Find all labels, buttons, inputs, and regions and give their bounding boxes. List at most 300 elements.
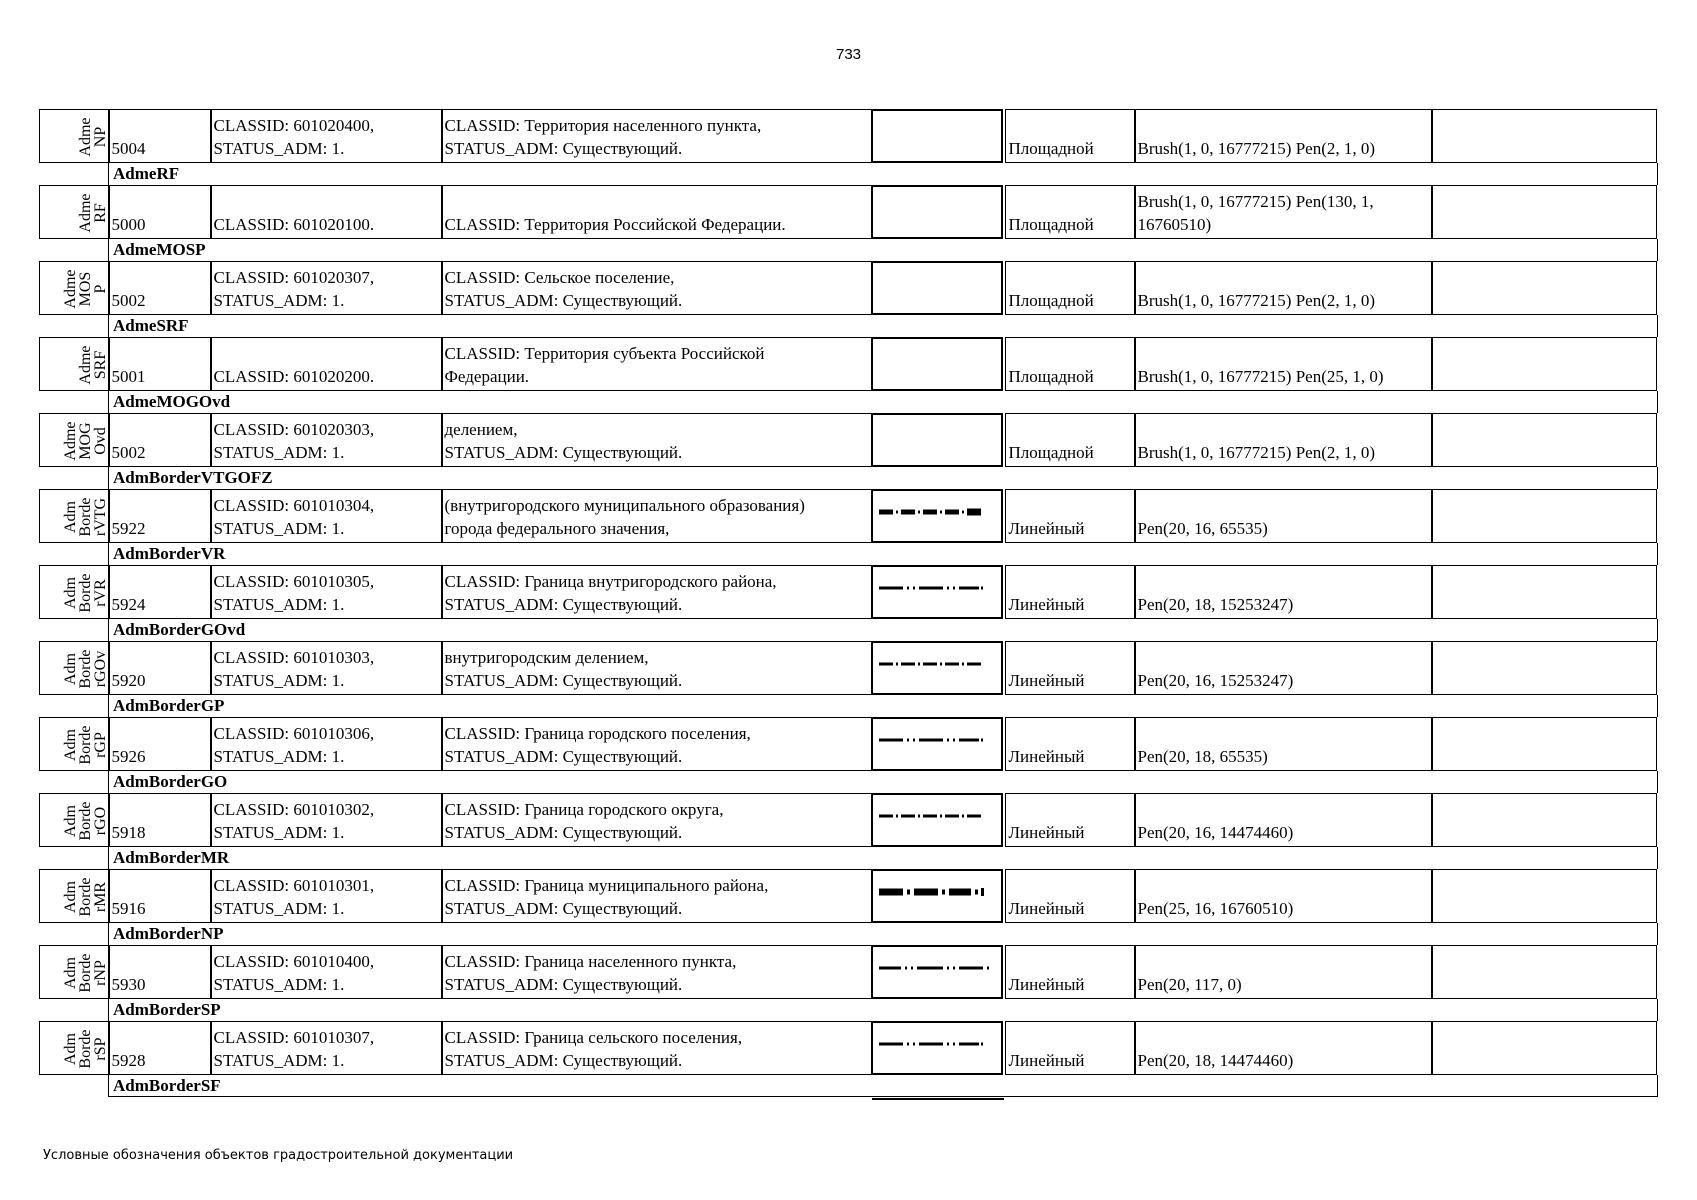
empty-cell bbox=[1431, 945, 1657, 999]
cell-line: STATUS_ADM: Существующий. bbox=[444, 443, 683, 462]
symbol-segment-4 bbox=[923, 815, 937, 818]
cell-line: CLASSID: Сельское поселение, bbox=[444, 268, 675, 287]
line-style-symbol-10 bbox=[879, 885, 995, 899]
geometry-type: Линейный bbox=[1008, 823, 1085, 842]
classid-cell bbox=[210, 185, 443, 239]
abbr-line: Adm bbox=[61, 881, 79, 913]
classid-cell bbox=[210, 337, 443, 391]
code-cell bbox=[108, 1021, 212, 1075]
symbol-segment-6 bbox=[945, 510, 959, 515]
symbol-segment-4 bbox=[923, 663, 937, 666]
symbol-segment-8 bbox=[967, 509, 981, 516]
abbr-label bbox=[40, 566, 110, 619]
cell-line: Pen(20, 117, 0) bbox=[1137, 975, 1242, 994]
symbol-cell bbox=[871, 261, 1003, 315]
cell-line: CLASSID: 601010305, bbox=[213, 572, 375, 591]
cell-line: CLASSID: Граница городского округа, bbox=[444, 800, 724, 819]
geometry-type: Линейный bbox=[1008, 671, 1085, 690]
symbol-segment-6 bbox=[959, 1043, 979, 1046]
classid-text bbox=[214, 570, 440, 616]
symbol-segment-7 bbox=[981, 587, 983, 590]
classid-text bbox=[214, 114, 440, 160]
code-cell bbox=[108, 413, 212, 467]
abbr-line: Borde bbox=[76, 573, 94, 613]
geometry-type-cell bbox=[1005, 1021, 1136, 1075]
abbr-label bbox=[40, 642, 110, 695]
classid-cell bbox=[210, 869, 443, 923]
table-row bbox=[40, 641, 1658, 695]
abbr-cell bbox=[39, 565, 110, 619]
table-row bbox=[40, 109, 1658, 163]
cell-line: STATUS_ADM: Существующий. bbox=[444, 1051, 683, 1070]
classid-cell bbox=[210, 1021, 443, 1075]
empty-cell bbox=[1431, 869, 1657, 923]
abbr-line: Adme bbox=[76, 117, 94, 157]
cell-line: CLASSID: Граница населенного пункта, bbox=[444, 952, 737, 971]
abbr-line: SRF bbox=[91, 350, 109, 380]
geometry-type: Линейный bbox=[1008, 899, 1085, 918]
symbol-segment-5 bbox=[953, 587, 955, 590]
cell-line: внутригородским делением, bbox=[444, 648, 649, 667]
style-cell bbox=[1134, 337, 1433, 391]
style-cell bbox=[1134, 945, 1433, 999]
classid-cell bbox=[210, 565, 443, 619]
empty-cell bbox=[1431, 185, 1657, 239]
style-cell bbox=[1134, 869, 1433, 923]
symbol-cell bbox=[871, 641, 1003, 695]
symbol-segment-1 bbox=[896, 663, 898, 666]
cell-line: STATUS_ADM: Существующий. bbox=[444, 975, 683, 994]
classid-text bbox=[214, 365, 440, 388]
style-cell bbox=[1134, 413, 1433, 467]
cell-line: (внутригородского муниципального образования) bbox=[444, 496, 805, 515]
cell-line: CLASSID: 601010302, bbox=[213, 800, 375, 819]
table-row bbox=[40, 869, 1658, 923]
symbol-segment-4 bbox=[949, 889, 971, 896]
geometry-type: Площадной bbox=[1008, 291, 1094, 310]
cell-line: Brush(1, 0, 16777215) Pen(2, 1, 0) bbox=[1137, 139, 1376, 158]
symbol-segment-2 bbox=[913, 587, 915, 590]
table-row bbox=[40, 261, 1658, 315]
symbol-segment-3 bbox=[917, 967, 943, 970]
abbr-line: MOG bbox=[76, 422, 94, 460]
symbol-segment-5 bbox=[953, 967, 955, 970]
classid-cell bbox=[210, 261, 443, 315]
classid-cell bbox=[210, 109, 443, 163]
code-value: 5000 bbox=[111, 215, 146, 234]
classid-text bbox=[214, 1026, 440, 1072]
abbr-cell bbox=[39, 413, 110, 467]
code-cell bbox=[108, 261, 212, 315]
style-cell bbox=[1134, 261, 1433, 315]
cell-line: CLASSID: 601020307, bbox=[213, 268, 375, 287]
code-cell bbox=[108, 641, 212, 695]
abbr-line: rVR bbox=[91, 579, 109, 607]
abbr-cell bbox=[39, 945, 110, 999]
abbr-line: Adme bbox=[76, 345, 94, 385]
style-text bbox=[1138, 897, 1430, 920]
symbol-segment-6 bbox=[945, 663, 959, 666]
description-cell bbox=[441, 565, 873, 619]
code-cell bbox=[108, 717, 212, 771]
style-text bbox=[1138, 745, 1430, 768]
code-value: 5918 bbox=[111, 823, 146, 842]
table-row bbox=[40, 337, 1658, 391]
table-row bbox=[40, 1021, 1658, 1075]
style-text bbox=[1138, 593, 1430, 616]
cell-line: STATUS_ADM: Существующий. bbox=[444, 139, 683, 158]
code-value: 5920 bbox=[111, 671, 146, 690]
cell-line: CLASSID: Территория населенного пункта, bbox=[444, 116, 762, 135]
abbr-line: Borde bbox=[76, 497, 94, 537]
style-cell bbox=[1134, 641, 1433, 695]
abbr-line: Borde bbox=[76, 649, 94, 689]
symbol-segment-5 bbox=[940, 663, 942, 666]
cell-line: 16760510) bbox=[1137, 215, 1212, 234]
abbr-line: NP bbox=[91, 126, 109, 148]
line-style-symbol-7 bbox=[879, 657, 995, 671]
cell-line: CLASSID: 601010400, bbox=[213, 952, 375, 971]
code-value: 5002 bbox=[111, 291, 146, 310]
abbr-label bbox=[40, 262, 110, 315]
group-header: AdmeSRF bbox=[108, 315, 1658, 337]
cell-line: Pen(20, 16, 15253247) bbox=[1137, 671, 1294, 690]
group-header: AdmeMOGOvd bbox=[108, 391, 1658, 413]
symbol-segment-7 bbox=[962, 815, 964, 818]
code-value: 5002 bbox=[111, 443, 146, 462]
cell-line: STATUS_ADM: 1. bbox=[213, 975, 345, 994]
symbol-segment-2 bbox=[901, 663, 915, 666]
cell-line: CLASSID: 601010303, bbox=[213, 648, 375, 667]
page-footer: Условные обозначения объектов градостроительной документации bbox=[43, 1148, 514, 1163]
symbol-segment-0 bbox=[879, 967, 901, 970]
description-cell bbox=[441, 109, 873, 163]
abbr-line: rNP bbox=[91, 960, 109, 986]
cell-line: STATUS_ADM: Существующий. bbox=[444, 671, 683, 690]
cell-line: STATUS_ADM: 1. bbox=[213, 443, 345, 462]
code-cell bbox=[108, 185, 212, 239]
abbr-line: Adm bbox=[61, 729, 79, 761]
abbr-line: Borde bbox=[76, 801, 94, 841]
description-cell bbox=[441, 869, 873, 923]
style-text bbox=[1138, 1049, 1430, 1072]
symbol-segment-7 bbox=[962, 511, 964, 514]
line-style-symbol-5 bbox=[879, 505, 995, 519]
cell-line: STATUS_ADM: Существующий. bbox=[444, 899, 683, 918]
code-cell bbox=[108, 869, 212, 923]
line-style-symbol-9 bbox=[879, 809, 995, 823]
symbol-cell bbox=[871, 945, 1003, 999]
empty-cell bbox=[1431, 793, 1657, 847]
cell-line: STATUS_ADM: Существующий. bbox=[444, 291, 683, 310]
symbol-cell bbox=[871, 185, 1003, 239]
abbr-label bbox=[40, 794, 110, 847]
cell-line: CLASSID: 601010304, bbox=[213, 496, 375, 515]
abbr-cell bbox=[39, 869, 110, 923]
description-text bbox=[445, 213, 870, 236]
abbr-label bbox=[40, 186, 110, 239]
style-text bbox=[1138, 137, 1430, 160]
description-text bbox=[445, 570, 870, 616]
cell-line: CLASSID: Граница городского поселения, bbox=[444, 724, 751, 743]
cell-line: CLASSID: Территория субъекта Российской bbox=[444, 344, 765, 363]
abbr-label bbox=[40, 490, 110, 543]
cell-line: STATUS_ADM: 1. bbox=[213, 139, 345, 158]
line-style-symbol-8 bbox=[879, 733, 995, 747]
style-text bbox=[1138, 289, 1430, 312]
classid-text bbox=[214, 950, 440, 996]
line-style-symbol-11 bbox=[879, 961, 995, 975]
classid-text bbox=[214, 722, 440, 768]
code-cell bbox=[108, 945, 212, 999]
classid-text bbox=[214, 798, 440, 844]
cell-line: STATUS_ADM: 1. bbox=[213, 595, 345, 614]
group-header: AdmeRF bbox=[108, 163, 1658, 185]
description-text bbox=[445, 342, 870, 388]
classid-text bbox=[214, 266, 440, 312]
cell-line: CLASSID: Граница внутригородского района, bbox=[444, 572, 777, 591]
code-cell bbox=[108, 337, 212, 391]
style-text bbox=[1138, 669, 1430, 692]
geometry-type-cell bbox=[1005, 869, 1136, 923]
description-text bbox=[445, 722, 870, 768]
abbr-label bbox=[40, 414, 110, 467]
symbol-segment-1 bbox=[896, 815, 898, 818]
description-text bbox=[445, 798, 870, 844]
cell-line: CLASSID: 601010306, bbox=[213, 724, 375, 743]
cell-line: CLASSID: Территория Российской Федерации. bbox=[444, 215, 786, 234]
cell-line: города федерального значения, bbox=[444, 519, 670, 538]
symbol-segment-8 bbox=[967, 815, 981, 818]
geometry-type-cell bbox=[1005, 185, 1136, 239]
style-text bbox=[1138, 365, 1430, 388]
cell-line: CLASSID: Граница муниципального района, bbox=[444, 876, 769, 895]
geometry-type: Линейный bbox=[1008, 519, 1085, 538]
empty-cell bbox=[1431, 1021, 1657, 1075]
geometry-type-cell bbox=[1005, 413, 1136, 467]
legend-table bbox=[40, 109, 1658, 1097]
classid-cell bbox=[210, 717, 443, 771]
style-cell bbox=[1134, 109, 1433, 163]
cell-line: CLASSID: 601020303, bbox=[213, 420, 375, 439]
abbr-line: rVTG bbox=[91, 497, 109, 537]
symbol-segment-6 bbox=[959, 739, 979, 742]
description-cell bbox=[441, 793, 873, 847]
empty-cell bbox=[1431, 565, 1657, 619]
classid-cell bbox=[210, 413, 443, 467]
abbr-label bbox=[40, 946, 110, 999]
abbr-line: Adm bbox=[61, 1033, 79, 1065]
abbr-cell bbox=[39, 185, 110, 239]
symbol-segment-4 bbox=[947, 967, 949, 970]
style-cell bbox=[1134, 1021, 1433, 1075]
code-value: 5001 bbox=[111, 367, 146, 386]
symbol-segment-6 bbox=[945, 815, 959, 818]
symbol-segment-3 bbox=[918, 815, 920, 818]
code-cell bbox=[108, 109, 212, 163]
symbol-segment-0 bbox=[879, 663, 893, 666]
table-row bbox=[40, 793, 1658, 847]
symbol-segment-5 bbox=[953, 1043, 955, 1046]
symbol-segment-7 bbox=[962, 663, 964, 666]
description-cell bbox=[441, 945, 873, 999]
abbr-cell bbox=[39, 489, 110, 543]
style-cell bbox=[1134, 717, 1433, 771]
symbol-segment-3 bbox=[919, 739, 943, 742]
code-cell bbox=[108, 793, 212, 847]
empty-cell bbox=[1431, 109, 1657, 163]
abbr-line: rGOv bbox=[91, 650, 109, 688]
style-text bbox=[1138, 190, 1430, 236]
abbr-cell bbox=[39, 717, 110, 771]
geometry-type: Линейный bbox=[1008, 1051, 1085, 1070]
group-header: AdmBorderSF bbox=[108, 1075, 1658, 1097]
code-cell bbox=[108, 489, 212, 543]
symbol-segment-2 bbox=[914, 889, 938, 896]
symbol-segment-2 bbox=[911, 967, 913, 970]
abbr-cell bbox=[39, 261, 110, 315]
symbol-segment-5 bbox=[975, 890, 978, 895]
geometry-type-cell bbox=[1005, 717, 1136, 771]
abbr-line: Adm bbox=[61, 957, 79, 989]
classid-text bbox=[214, 646, 440, 692]
geometry-type-cell bbox=[1005, 565, 1136, 619]
cell-line: CLASSID: 601020200. bbox=[213, 367, 375, 386]
group-header: AdmBorderGP bbox=[108, 695, 1658, 717]
cell-line: STATUS_ADM: Существующий. bbox=[444, 595, 683, 614]
symbol-cell bbox=[871, 793, 1003, 847]
symbol-segment-2 bbox=[913, 739, 915, 742]
cell-line: CLASSID: 601020400, bbox=[213, 116, 375, 135]
description-cell bbox=[441, 489, 873, 543]
symbol-cell bbox=[871, 717, 1003, 771]
cell-line: Федерации. bbox=[444, 367, 530, 386]
abbr-cell bbox=[39, 641, 110, 695]
group-header: AdmBorderVR bbox=[108, 543, 1658, 565]
abbr-line: Borde bbox=[76, 725, 94, 765]
group-header: AdmBorderMR bbox=[108, 847, 1658, 869]
abbr-label bbox=[40, 870, 110, 923]
description-text bbox=[445, 950, 870, 996]
cell-line: Pen(20, 16, 65535) bbox=[1137, 519, 1268, 538]
style-cell bbox=[1134, 489, 1433, 543]
symbol-segment-3 bbox=[918, 511, 920, 514]
cell-line: STATUS_ADM: 1. bbox=[213, 899, 345, 918]
code-value: 5922 bbox=[111, 519, 146, 538]
style-text bbox=[1138, 517, 1430, 540]
abbr-cell bbox=[39, 109, 110, 163]
cell-line: STATUS_ADM: 1. bbox=[213, 1051, 345, 1070]
table-row bbox=[40, 945, 1658, 999]
symbol-segment-0 bbox=[879, 739, 903, 742]
cell-line: CLASSID: 601010301, bbox=[213, 876, 375, 895]
abbr-line: Adme bbox=[61, 421, 79, 461]
abbr-line: rSP bbox=[91, 1037, 109, 1061]
cell-line: Pen(25, 16, 16760510) bbox=[1137, 899, 1294, 918]
symbol-segment-6 bbox=[959, 967, 983, 970]
style-text bbox=[1138, 973, 1430, 996]
symbol-segment-1 bbox=[907, 587, 909, 590]
description-cell bbox=[441, 1021, 873, 1075]
empty-cell bbox=[1431, 717, 1657, 771]
code-cell bbox=[108, 565, 212, 619]
cell-line: Brush(1, 0, 16777215) Pen(25, 1, 0) bbox=[1137, 367, 1384, 386]
symbol-segment-1 bbox=[907, 890, 910, 895]
description-cell bbox=[441, 261, 873, 315]
description-cell bbox=[441, 413, 873, 467]
symbol-segment-2 bbox=[901, 815, 915, 818]
symbol-segment-5 bbox=[940, 511, 942, 514]
symbol-segment-8 bbox=[967, 663, 981, 666]
symbol-cell bbox=[871, 489, 1003, 543]
cell-line: CLASSID: 601010307, bbox=[213, 1028, 375, 1047]
cell-line: STATUS_ADM: 1. bbox=[213, 823, 345, 842]
description-cell bbox=[441, 641, 873, 695]
symbol-segment-1 bbox=[907, 739, 909, 742]
symbol-segment-7 bbox=[987, 967, 989, 970]
page-number: 733 bbox=[835, 46, 862, 63]
description-text bbox=[445, 494, 870, 540]
abbr-label bbox=[40, 1022, 110, 1075]
cell-line: Pen(20, 16, 14474460) bbox=[1137, 823, 1294, 842]
table-row bbox=[40, 489, 1658, 543]
geometry-type-cell bbox=[1005, 489, 1136, 543]
table-row bbox=[40, 185, 1658, 239]
symbol-segment-4 bbox=[947, 739, 949, 742]
style-text bbox=[1138, 441, 1430, 464]
code-value: 5924 bbox=[111, 595, 146, 614]
abbr-label bbox=[40, 718, 110, 771]
geometry-type: Линейный bbox=[1008, 975, 1085, 994]
symbol-segment-7 bbox=[981, 1043, 983, 1046]
style-cell bbox=[1134, 185, 1433, 239]
symbol-cell bbox=[871, 413, 1003, 467]
symbol-segment-0 bbox=[879, 815, 893, 818]
group-header: AdmeMOSP bbox=[108, 239, 1658, 261]
symbol-segment-6 bbox=[981, 888, 984, 896]
cell-line: Pen(20, 18, 15253247) bbox=[1137, 595, 1294, 614]
geometry-type: Линейный bbox=[1008, 595, 1085, 614]
abbr-line: Borde bbox=[76, 953, 94, 993]
symbol-cell bbox=[871, 1021, 1003, 1075]
cell-line: CLASSID: Граница сельского поселения, bbox=[444, 1028, 743, 1047]
geometry-type-cell bbox=[1005, 945, 1136, 999]
style-cell bbox=[1134, 793, 1433, 847]
group-header: AdmBorderNP bbox=[108, 923, 1658, 945]
empty-cell bbox=[1431, 337, 1657, 391]
abbr-line: P bbox=[91, 284, 109, 294]
classid-text bbox=[214, 494, 440, 540]
symbol-segment-2 bbox=[901, 510, 915, 515]
cell-line: Brush(1, 0, 16777215) Pen(130, 1, bbox=[1137, 192, 1374, 211]
abbr-cell bbox=[39, 1021, 110, 1075]
symbol-cell bbox=[871, 869, 1003, 923]
description-cell bbox=[441, 337, 873, 391]
abbr-line: MOS bbox=[76, 271, 94, 307]
symbol-cell bbox=[871, 565, 1003, 619]
geometry-type: Площадной bbox=[1008, 215, 1094, 234]
description-text bbox=[445, 266, 870, 312]
symbol-segment-0 bbox=[879, 1043, 903, 1046]
description-text bbox=[445, 874, 870, 920]
cell-line: STATUS_ADM: 1. bbox=[213, 291, 345, 310]
symbol-segment-1 bbox=[907, 1043, 909, 1046]
group-header: AdmBorderSP bbox=[108, 999, 1658, 1021]
geometry-type-cell bbox=[1005, 793, 1136, 847]
abbr-line: rMR bbox=[91, 881, 109, 913]
cell-line: STATUS_ADM: Существующий. bbox=[444, 747, 683, 766]
abbr-line: Adm bbox=[61, 501, 79, 533]
